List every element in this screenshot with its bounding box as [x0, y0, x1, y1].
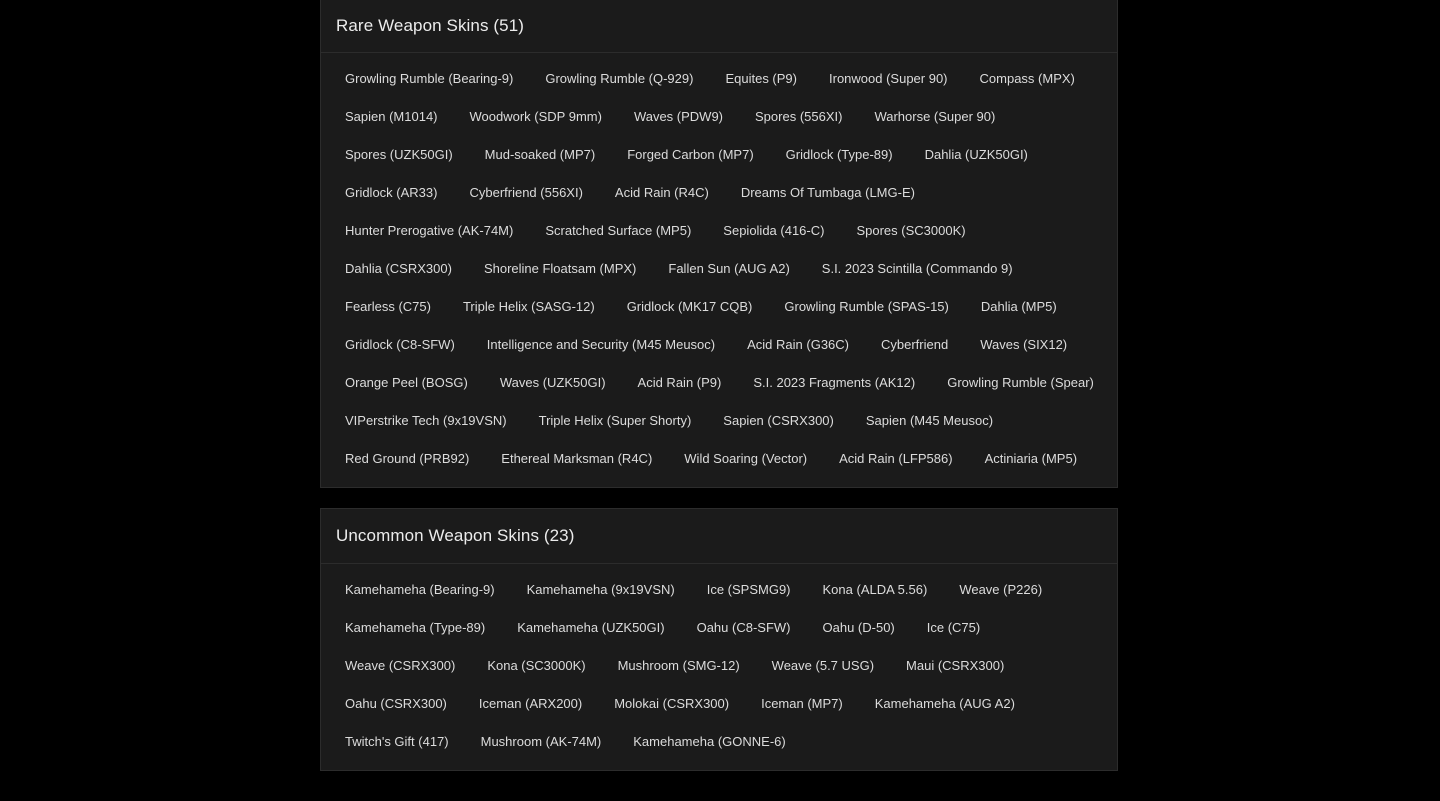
skin-item[interactable]: Red Ground (PRB92) [345, 451, 470, 466]
skin-item[interactable]: Cyberfriend [881, 337, 949, 352]
skin-item[interactable]: Ice (SPSMG9) [706, 582, 791, 597]
skin-item[interactable]: Warhorse (Super 90) [874, 109, 996, 124]
skin-item[interactable]: Dahlia (MP5) [980, 299, 1057, 314]
skin-item[interactable]: Weave (CSRX300) [345, 658, 456, 673]
skin-item[interactable]: Kona (ALDA 5.56) [822, 582, 928, 597]
rare-skins-card [320, 0, 1118, 488]
skin-item[interactable]: Triple Helix (SASG-12) [462, 299, 595, 314]
skin-item[interactable]: Kamehameha (UZK50GI) [517, 620, 665, 635]
skin-item[interactable]: Actiniaria (MP5) [984, 451, 1078, 466]
skin-item[interactable]: Waves (SIX12) [980, 337, 1068, 352]
rare-skins-header [321, 0, 1117, 53]
skin-item[interactable]: Kamehameha (Bearing-9) [345, 582, 495, 597]
skin-item[interactable]: Ironwood (Super 90) [829, 71, 948, 86]
skin-item[interactable]: Kamehameha (Type-89) [345, 620, 486, 635]
skin-item[interactable]: Acid Rain (G36C) [747, 337, 849, 352]
rare-skins-title: Rare Weapon Skins (51) [336, 15, 525, 35]
skin-item[interactable]: Growling Rumble (Spear) [947, 375, 1094, 390]
skin-row [329, 98, 1117, 136]
skin-item[interactable]: Maui (CSRX300) [906, 658, 1005, 673]
skin-item[interactable]: Gridlock (MK17 CQB) [626, 299, 753, 314]
skin-row [329, 609, 1117, 647]
skin-item[interactable]: Forged Carbon (MP7) [627, 147, 754, 162]
skin-row [329, 212, 1117, 250]
skin-row [329, 174, 1117, 212]
skin-item[interactable]: Ethereal Marksman (R4C) [501, 451, 653, 466]
skin-row [329, 685, 1117, 723]
uncommon-skins-card [320, 508, 1118, 771]
skin-item[interactable]: Kamehameha (9x19VSN) [526, 582, 675, 597]
skin-item[interactable]: Compass (MPX) [979, 71, 1075, 86]
skin-item[interactable]: Oahu (C8-SFW) [696, 620, 791, 635]
skin-item[interactable]: Kamehameha (AUG A2) [874, 696, 1015, 711]
skin-item[interactable]: Acid Rain (P9) [637, 375, 722, 390]
skin-item[interactable]: Scratched Surface (MP5) [545, 223, 692, 238]
skin-item[interactable]: Oahu (CSRX300) [345, 696, 447, 711]
skin-item[interactable]: Acid Rain (LFP586) [839, 451, 953, 466]
skin-item[interactable]: Molokai (CSRX300) [614, 696, 730, 711]
skin-item[interactable]: S.I. 2023 Scintilla (Commando 9) [821, 261, 1013, 276]
skin-item[interactable]: Spores (UZK50GI) [345, 147, 453, 162]
skin-item[interactable]: Orange Peel (BOSG) [345, 375, 468, 390]
skin-row [329, 440, 1117, 478]
skin-item[interactable]: Ice (C75) [926, 620, 981, 635]
skin-item[interactable]: Weave (5.7 USG) [771, 658, 875, 673]
skin-item[interactable]: Gridlock (AR33) [345, 185, 438, 200]
skin-item[interactable]: Weave (P226) [959, 582, 1043, 597]
skin-row [329, 326, 1117, 364]
skin-item[interactable]: Triple Helix (Super Shorty) [538, 413, 692, 428]
skin-item[interactable]: S.I. 2023 Fragments (AK12) [753, 375, 916, 390]
skin-row [329, 723, 1117, 761]
skin-item[interactable]: Kona (SC3000K) [487, 658, 586, 673]
skin-row [329, 364, 1117, 402]
skin-item[interactable]: Cyberfriend (556XI) [469, 185, 583, 200]
uncommon-skins-header [321, 509, 1117, 564]
skin-item[interactable]: Waves (UZK50GI) [499, 375, 606, 390]
skin-item[interactable]: Spores (556XI) [755, 109, 843, 124]
skin-item[interactable]: Iceman (ARX200) [478, 696, 583, 711]
skin-item[interactable]: Intelligence and Security (M45 Meusoc) [486, 337, 716, 352]
skin-item[interactable]: Equites (P9) [725, 71, 797, 86]
skin-item[interactable]: Wild Soaring (Vector) [684, 451, 808, 466]
skin-item[interactable]: Oahu (D-50) [822, 620, 895, 635]
uncommon-skins-title: Uncommon Weapon Skins (23) [336, 526, 575, 545]
skin-item[interactable]: Gridlock (Type-89) [785, 147, 893, 162]
skin-item[interactable]: Shoreline Floatsam (MPX) [483, 261, 637, 276]
skin-item[interactable]: Hunter Prerogative (AK-74M) [345, 223, 514, 238]
rare-skins-list [321, 53, 1117, 478]
skin-item[interactable]: Sapien (M45 Meusoc) [865, 413, 994, 428]
skin-row [329, 250, 1117, 288]
skin-row [329, 647, 1117, 685]
uncommon-skins-list [321, 564, 1117, 761]
skin-row [329, 136, 1117, 174]
skin-row [329, 60, 1117, 98]
skin-item[interactable]: Growling Rumble (SPAS-15) [784, 299, 949, 314]
skin-item[interactable]: Mud-soaked (MP7) [484, 147, 596, 162]
skin-item[interactable]: Mushroom (AK-74M) [480, 734, 602, 749]
skin-item[interactable]: Dahlia (UZK50GI) [924, 147, 1028, 162]
skin-item[interactable]: Growling Rumble (Q-929) [545, 71, 694, 86]
skin-item[interactable]: Growling Rumble (Bearing-9) [345, 71, 514, 86]
skin-item[interactable]: Sapien (M1014) [345, 109, 438, 124]
skin-item[interactable]: Mushroom (SMG-12) [617, 658, 740, 673]
skin-item[interactable]: Twitch's Gift (417) [345, 734, 449, 749]
skin-item[interactable]: Iceman (MP7) [761, 696, 843, 711]
skin-item[interactable]: Gridlock (C8-SFW) [345, 337, 455, 352]
skin-item[interactable]: Dreams Of Tumbaga (LMG-E) [740, 185, 915, 200]
skin-item[interactable]: Fallen Sun (AUG A2) [668, 261, 790, 276]
skin-row [329, 571, 1117, 609]
skin-item[interactable]: Sepiolida (416-C) [723, 223, 825, 238]
skin-item[interactable]: Dahlia (CSRX300) [345, 261, 452, 276]
skin-item[interactable]: Spores (SC3000K) [856, 223, 966, 238]
skin-item[interactable]: Acid Rain (R4C) [614, 185, 709, 200]
skin-row [329, 402, 1117, 440]
skin-item[interactable]: Sapien (CSRX300) [723, 413, 834, 428]
skin-item[interactable]: VIPerstrike Tech (9x19VSN) [345, 413, 507, 428]
skin-item[interactable]: Waves (PDW9) [633, 109, 724, 124]
skin-item[interactable]: Woodwork (SDP 9mm) [469, 109, 602, 124]
skin-item[interactable]: Fearless (C75) [345, 299, 431, 314]
skin-row [329, 288, 1117, 326]
skin-item[interactable]: Kamehameha (GONNE-6) [633, 734, 786, 749]
